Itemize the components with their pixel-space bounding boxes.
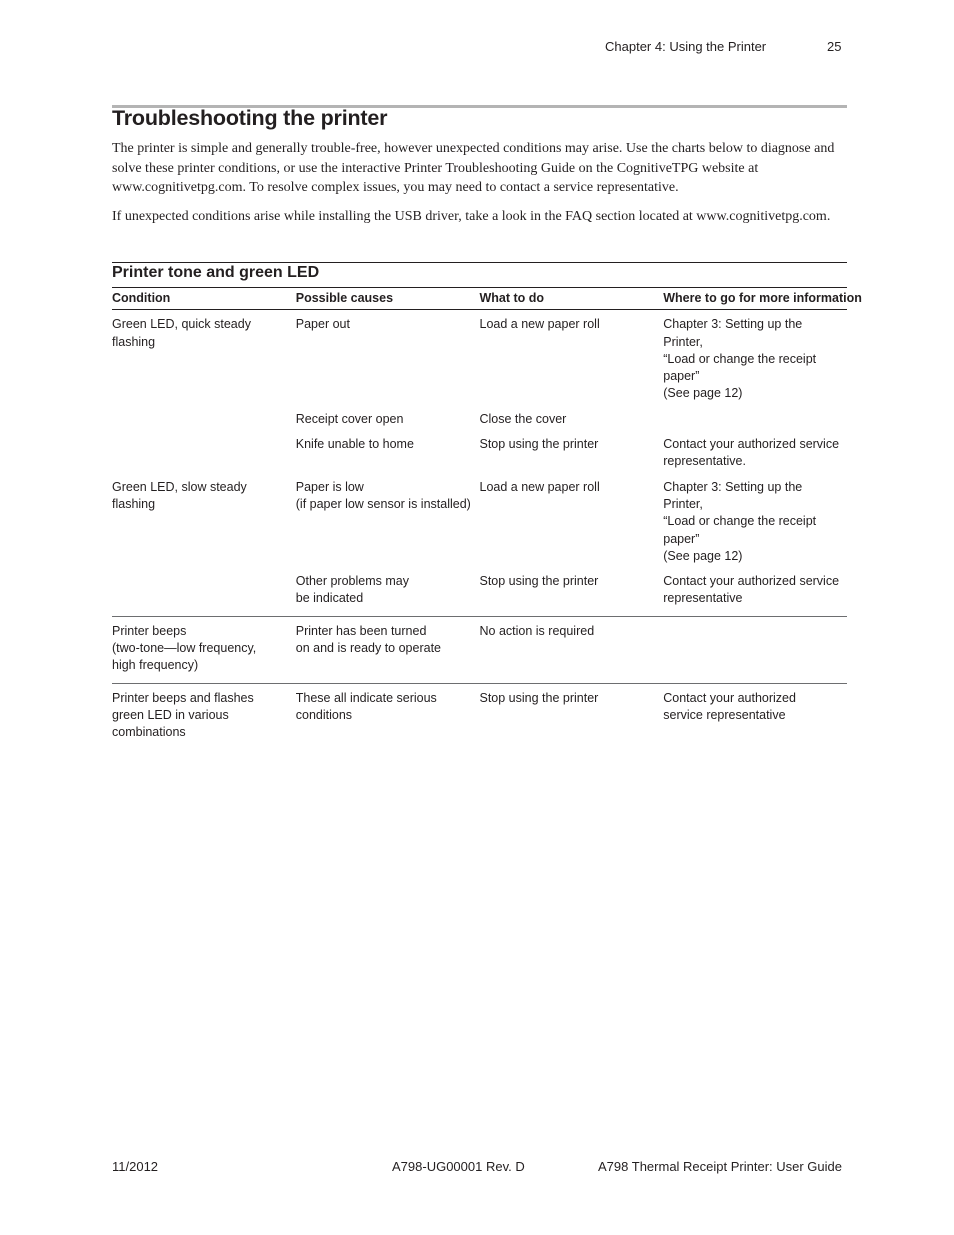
action-cell-line: Stop using the printer bbox=[479, 690, 599, 705]
cause-cell-line: Printer has been turned bbox=[295, 623, 427, 638]
info-cell-line: Chapter 3: Setting up the Printer, bbox=[663, 479, 803, 511]
cause-cell-line: conditions bbox=[295, 707, 353, 722]
page-number: 25 bbox=[827, 39, 842, 54]
action-cell-line: Load a new paper roll bbox=[479, 317, 600, 332]
section-title: Printer tone and green LED bbox=[112, 264, 320, 281]
action-cell bbox=[480, 683, 664, 741]
column-header-causes: Possible causes bbox=[296, 288, 480, 310]
condition-cell bbox=[112, 683, 296, 741]
cause-cell-line: Paper is low bbox=[295, 479, 364, 494]
info-cell-line: Chapter 3: Setting up the Printer, bbox=[663, 317, 803, 349]
info-cell bbox=[663, 565, 847, 616]
info-cell-line: service representative bbox=[663, 707, 786, 722]
intro-paragraph: The printer is simple and generally trouble-free, however unexpected conditions may arise. Use the charts below to diagnose and solve these printer conditions, or use the interactive Printer Troubleshooting Guide on the CognitiveTPG website at www.cognitivetpg.com. To resolve complex issues, you may need to contact a service representative. bbox=[112, 141, 835, 195]
condition-cell-line: green LED in various bbox=[112, 707, 229, 722]
table-body bbox=[112, 310, 847, 742]
cause-cell-line: Knife unable to home bbox=[295, 437, 414, 452]
cause-cell-line: Receipt cover open bbox=[295, 411, 404, 426]
action-cell-line: Load a new paper roll bbox=[479, 479, 600, 494]
info-cell-line: Contact your authorized service bbox=[663, 437, 840, 452]
cause-cell-line: Other problems may bbox=[295, 574, 409, 589]
table-header-row bbox=[112, 288, 847, 310]
cause-cell bbox=[296, 471, 480, 565]
chapter-label: Chapter 4: Using the Printer bbox=[605, 39, 767, 54]
column-header-condition: Condition bbox=[112, 288, 296, 310]
info-cell-line: (See page 12) bbox=[663, 386, 743, 401]
action-cell bbox=[480, 616, 664, 683]
footer-doc-number: A798-UG00001 Rev. D bbox=[392, 1159, 525, 1174]
column-header-action: What to do bbox=[480, 288, 664, 310]
info-cell-line: Contact your authorized bbox=[663, 690, 796, 705]
running-header bbox=[605, 39, 842, 54]
info-cell-line: “Load or change the receipt paper” bbox=[663, 514, 817, 546]
cause-cell bbox=[296, 403, 480, 428]
cause-cell-line: (if paper low sensor is installed) bbox=[295, 496, 471, 511]
action-cell bbox=[480, 565, 664, 616]
footer-date: 11/2012 bbox=[112, 1159, 159, 1174]
section-rule bbox=[112, 262, 847, 263]
condition-cell bbox=[112, 616, 296, 683]
condition-cell-line: (two-tone—low frequency, bbox=[112, 641, 257, 656]
table-row bbox=[112, 403, 847, 428]
troubleshooting-table bbox=[112, 287, 862, 742]
cause-cell bbox=[296, 683, 480, 741]
table-row bbox=[112, 565, 847, 616]
info-cell-line: (See page 12) bbox=[663, 548, 743, 563]
cause-cell bbox=[296, 428, 480, 471]
action-cell bbox=[480, 403, 664, 428]
condition-cell-line: high frequency) bbox=[112, 658, 199, 673]
info-cell bbox=[663, 428, 847, 471]
condition-cell-line: Printer beeps and flashes bbox=[112, 690, 254, 705]
table-row bbox=[112, 471, 847, 565]
info-cell bbox=[663, 683, 847, 741]
column-header-info: Where to go for more information bbox=[663, 288, 847, 310]
cause-cell bbox=[296, 310, 480, 403]
action-cell-line: No action is required bbox=[479, 623, 595, 638]
cause-cell-line: be indicated bbox=[295, 591, 364, 606]
table-row bbox=[112, 616, 847, 683]
action-cell-line: Stop using the printer bbox=[479, 437, 599, 452]
condition-cell bbox=[112, 310, 296, 403]
page-title: Troubleshooting the printer bbox=[112, 106, 388, 130]
info-cell-line: representative bbox=[663, 591, 743, 606]
action-cell bbox=[480, 310, 664, 403]
info-cell-line: representative. bbox=[663, 454, 746, 469]
info-cell-line: “Load or change the receipt paper” bbox=[663, 351, 817, 384]
cause-cell-line: on and is ready to operate bbox=[295, 641, 441, 656]
table-row bbox=[112, 428, 847, 471]
info-cell bbox=[663, 403, 847, 428]
condition-cell-line: Green LED, slow steady flashing bbox=[112, 479, 247, 511]
action-cell-line: Close the cover bbox=[479, 411, 567, 426]
condition-cell-line: Printer beeps bbox=[112, 623, 187, 638]
info-cell bbox=[663, 310, 847, 403]
cause-cell-line: These all indicate serious bbox=[295, 690, 437, 705]
cause-cell bbox=[296, 565, 480, 616]
condition-cell-line: combinations bbox=[112, 725, 186, 740]
condition-cell bbox=[112, 471, 296, 565]
action-cell-line: Stop using the printer bbox=[479, 574, 599, 589]
info-cell bbox=[663, 471, 847, 565]
condition-cell bbox=[112, 565, 296, 616]
action-cell bbox=[480, 471, 664, 565]
info-cell-line: Contact your authorized service bbox=[663, 574, 840, 589]
table-row bbox=[112, 310, 847, 403]
cause-cell-line: Paper out bbox=[295, 317, 350, 332]
usb-driver-paragraph: If unexpected conditions arise while installing the USB driver, take a look in the FAQ section located at www.cognitivetpg.com. bbox=[112, 209, 831, 224]
footer-guide-title: A798 Thermal Receipt Printer: User Guide bbox=[598, 1159, 842, 1174]
condition-cell bbox=[112, 403, 296, 428]
info-cell bbox=[663, 616, 847, 683]
cause-cell bbox=[296, 616, 480, 683]
condition-cell-line: Green LED, quick steady flashing bbox=[112, 317, 251, 349]
table-row bbox=[112, 683, 847, 741]
condition-cell bbox=[112, 428, 296, 471]
action-cell bbox=[480, 428, 664, 471]
